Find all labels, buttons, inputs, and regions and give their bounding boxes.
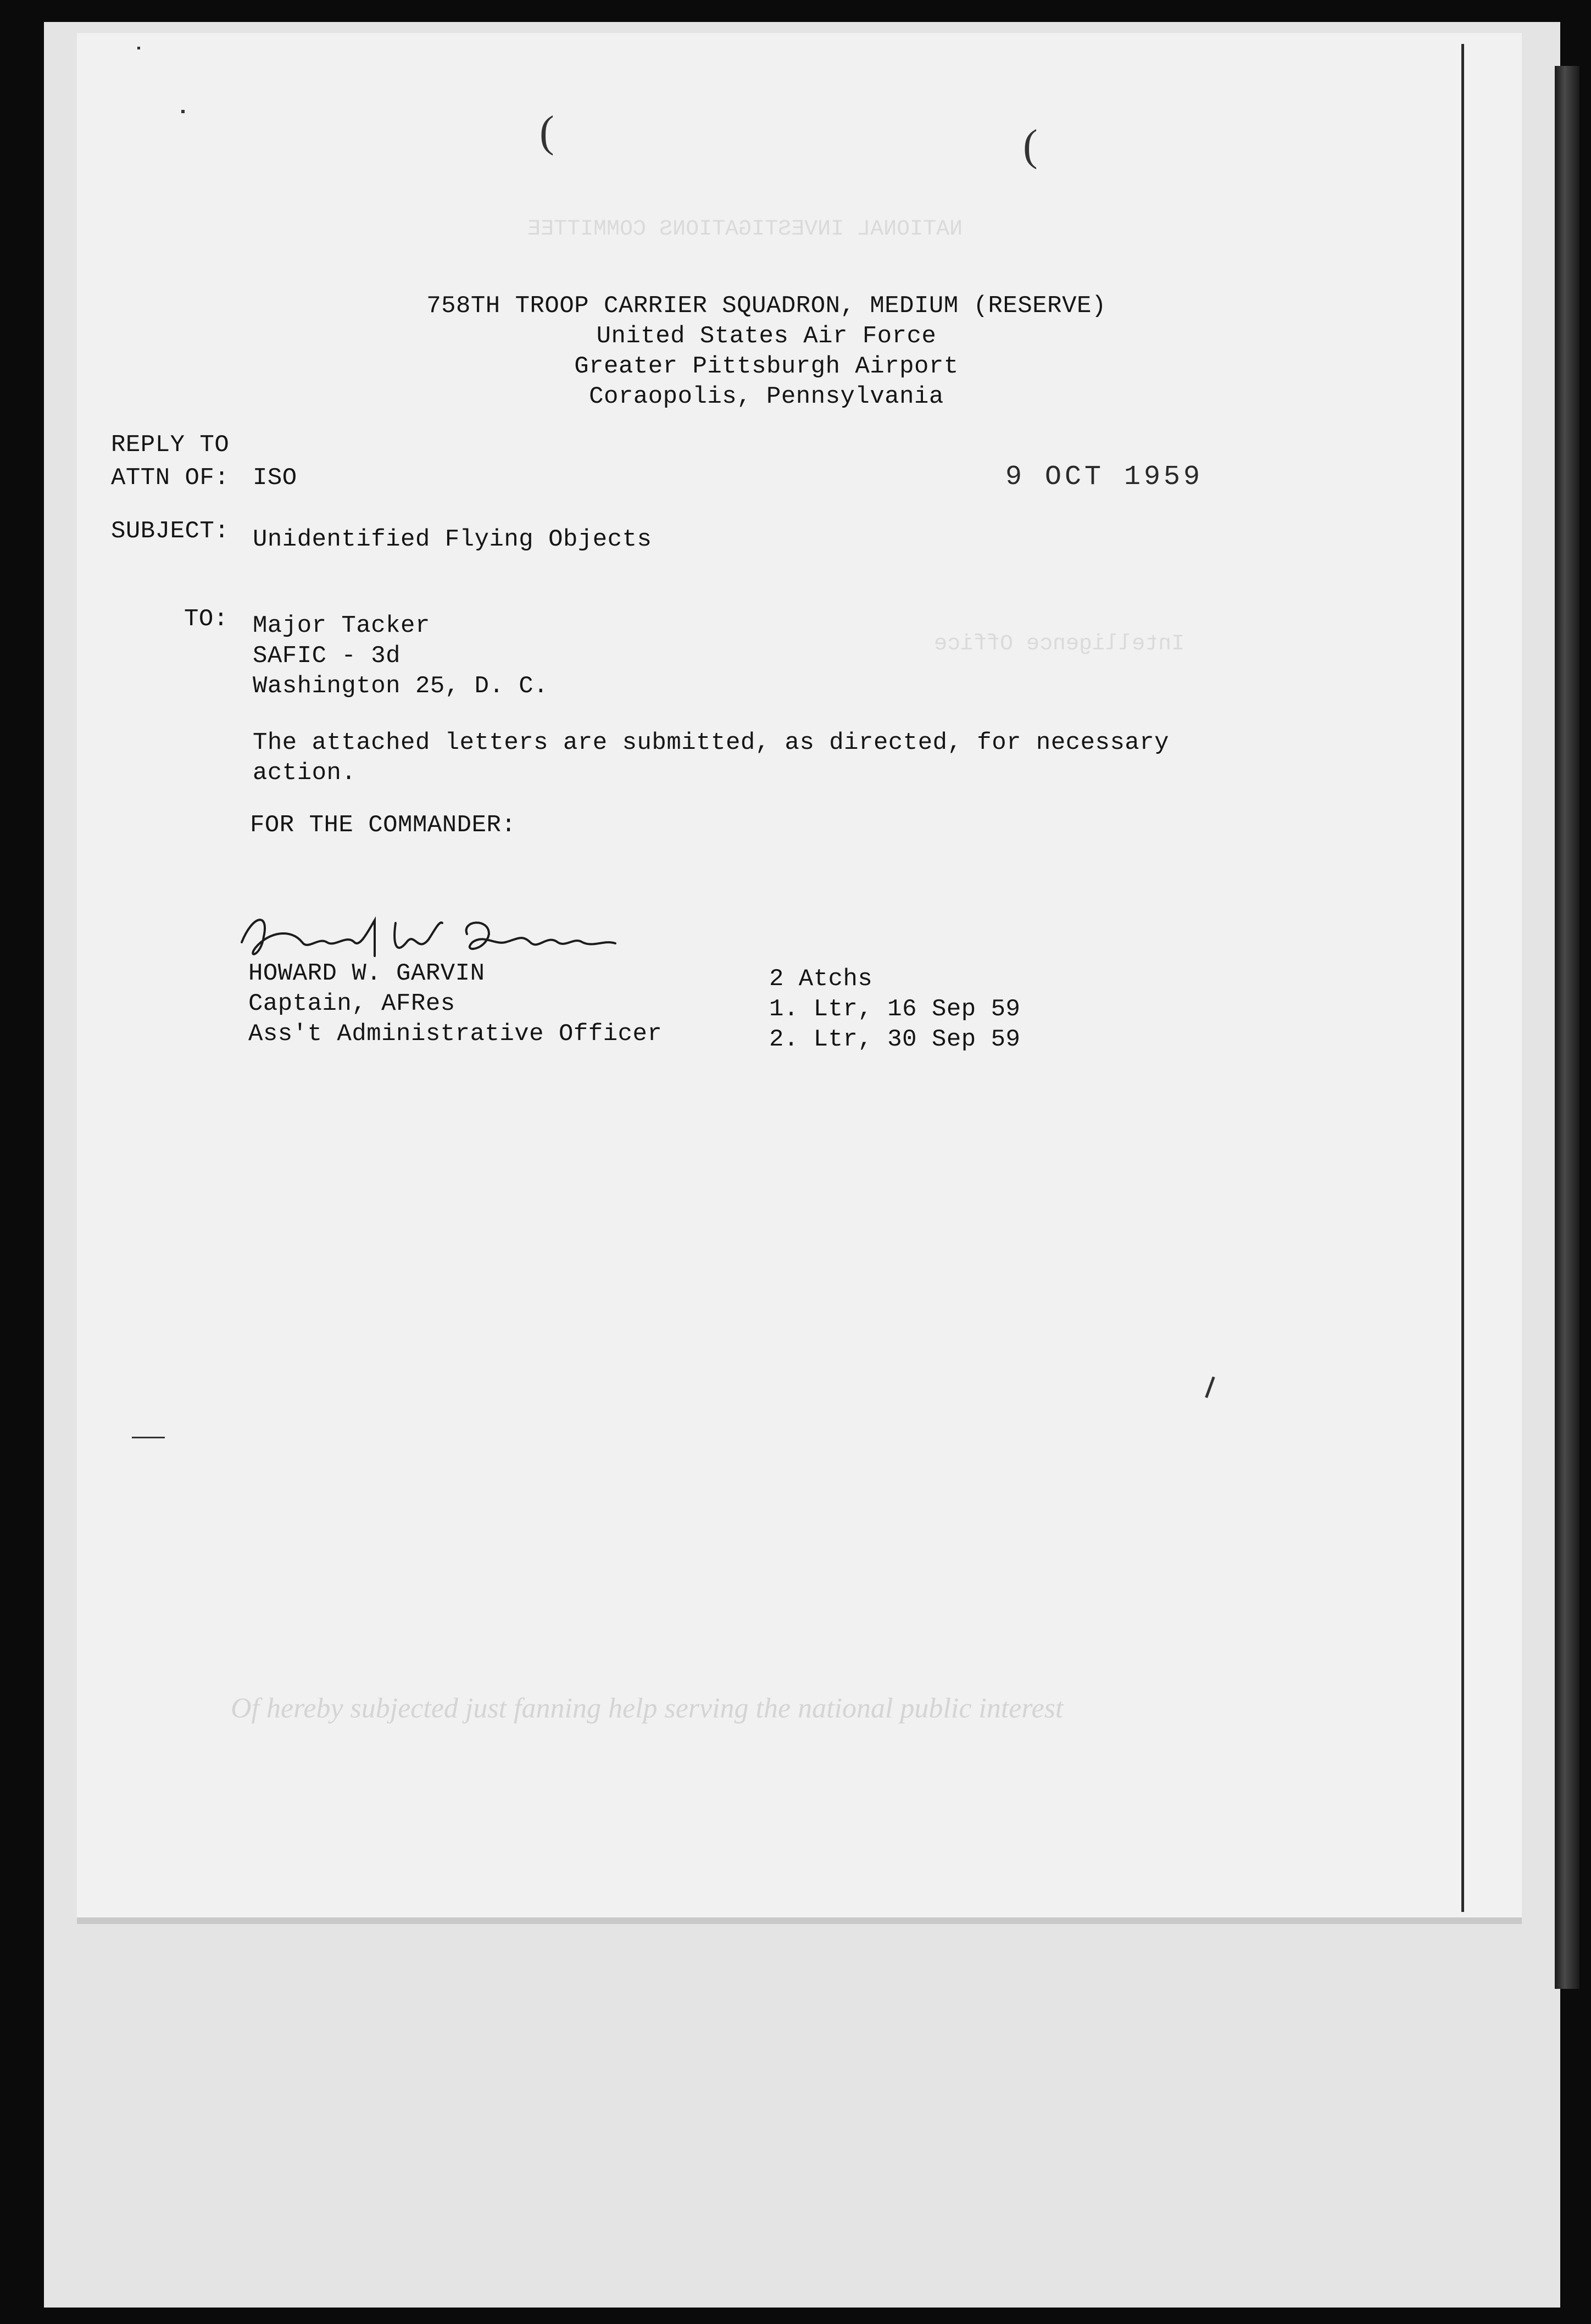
bleed-through-address: Intelligence Office	[934, 632, 1185, 657]
signer-rank: Captain, AFRes	[248, 990, 455, 1018]
subject-value: Unidentified Flying Objects	[253, 526, 652, 553]
signer-name: HOWARD W. GARVIN	[248, 960, 485, 987]
punch-mark-left: (	[539, 108, 554, 156]
signer-title: Ass't Administrative Officer	[248, 1020, 663, 1048]
closing-line: FOR THE COMMANDER:	[250, 811, 516, 839]
to-line-2: SAFIC - 3d	[253, 642, 401, 670]
footer-bleed-text: Of hereby subjected just fanning help serving the national public interest	[231, 1693, 1064, 1724]
date-stamp: 9 OCT 1959	[1005, 462, 1204, 493]
to-label: TO:	[184, 605, 229, 633]
subject-label: SUBJECT:	[111, 518, 230, 545]
attachment-item-1: 1. Ltr, 16 Sep 59	[769, 996, 1021, 1023]
backing-edge	[1555, 66, 1579, 1989]
attn-of-label: ATTN OF:	[111, 464, 230, 492]
bleed-through-heading: NATIONAL INVESTIGATIONS COMMITTEE	[527, 217, 963, 242]
attachments-count: 2 Atchs	[769, 965, 873, 993]
body-line-2: action.	[253, 759, 357, 787]
letterhead-unit: 758TH TROOP CARRIER SQUADRON, MEDIUM (RESERVE)	[426, 292, 1106, 320]
body-line-1: The attached letters are submitted, as directed, for necessary	[253, 729, 1170, 757]
to-line-1: Major Tacker	[253, 612, 430, 640]
stray-mark	[132, 1437, 165, 1438]
attn-of-value: ISO	[253, 464, 297, 492]
letterhead-city: Coraopolis, Pennsylvania	[589, 383, 944, 410]
sheet-edge-line	[1461, 44, 1464, 1912]
attachment-item-2: 2. Ltr, 30 Sep 59	[769, 1026, 1021, 1053]
reply-to-label: REPLY TO	[111, 431, 230, 459]
to-line-3: Washington 25, D. C.	[253, 672, 549, 700]
letterhead-airport: Greater Pittsburgh Airport	[574, 353, 959, 380]
letterhead-service: United States Air Force	[596, 323, 937, 350]
speck-mark	[137, 47, 140, 49]
punch-mark-right: (	[1023, 121, 1038, 170]
speck-mark	[181, 110, 185, 113]
